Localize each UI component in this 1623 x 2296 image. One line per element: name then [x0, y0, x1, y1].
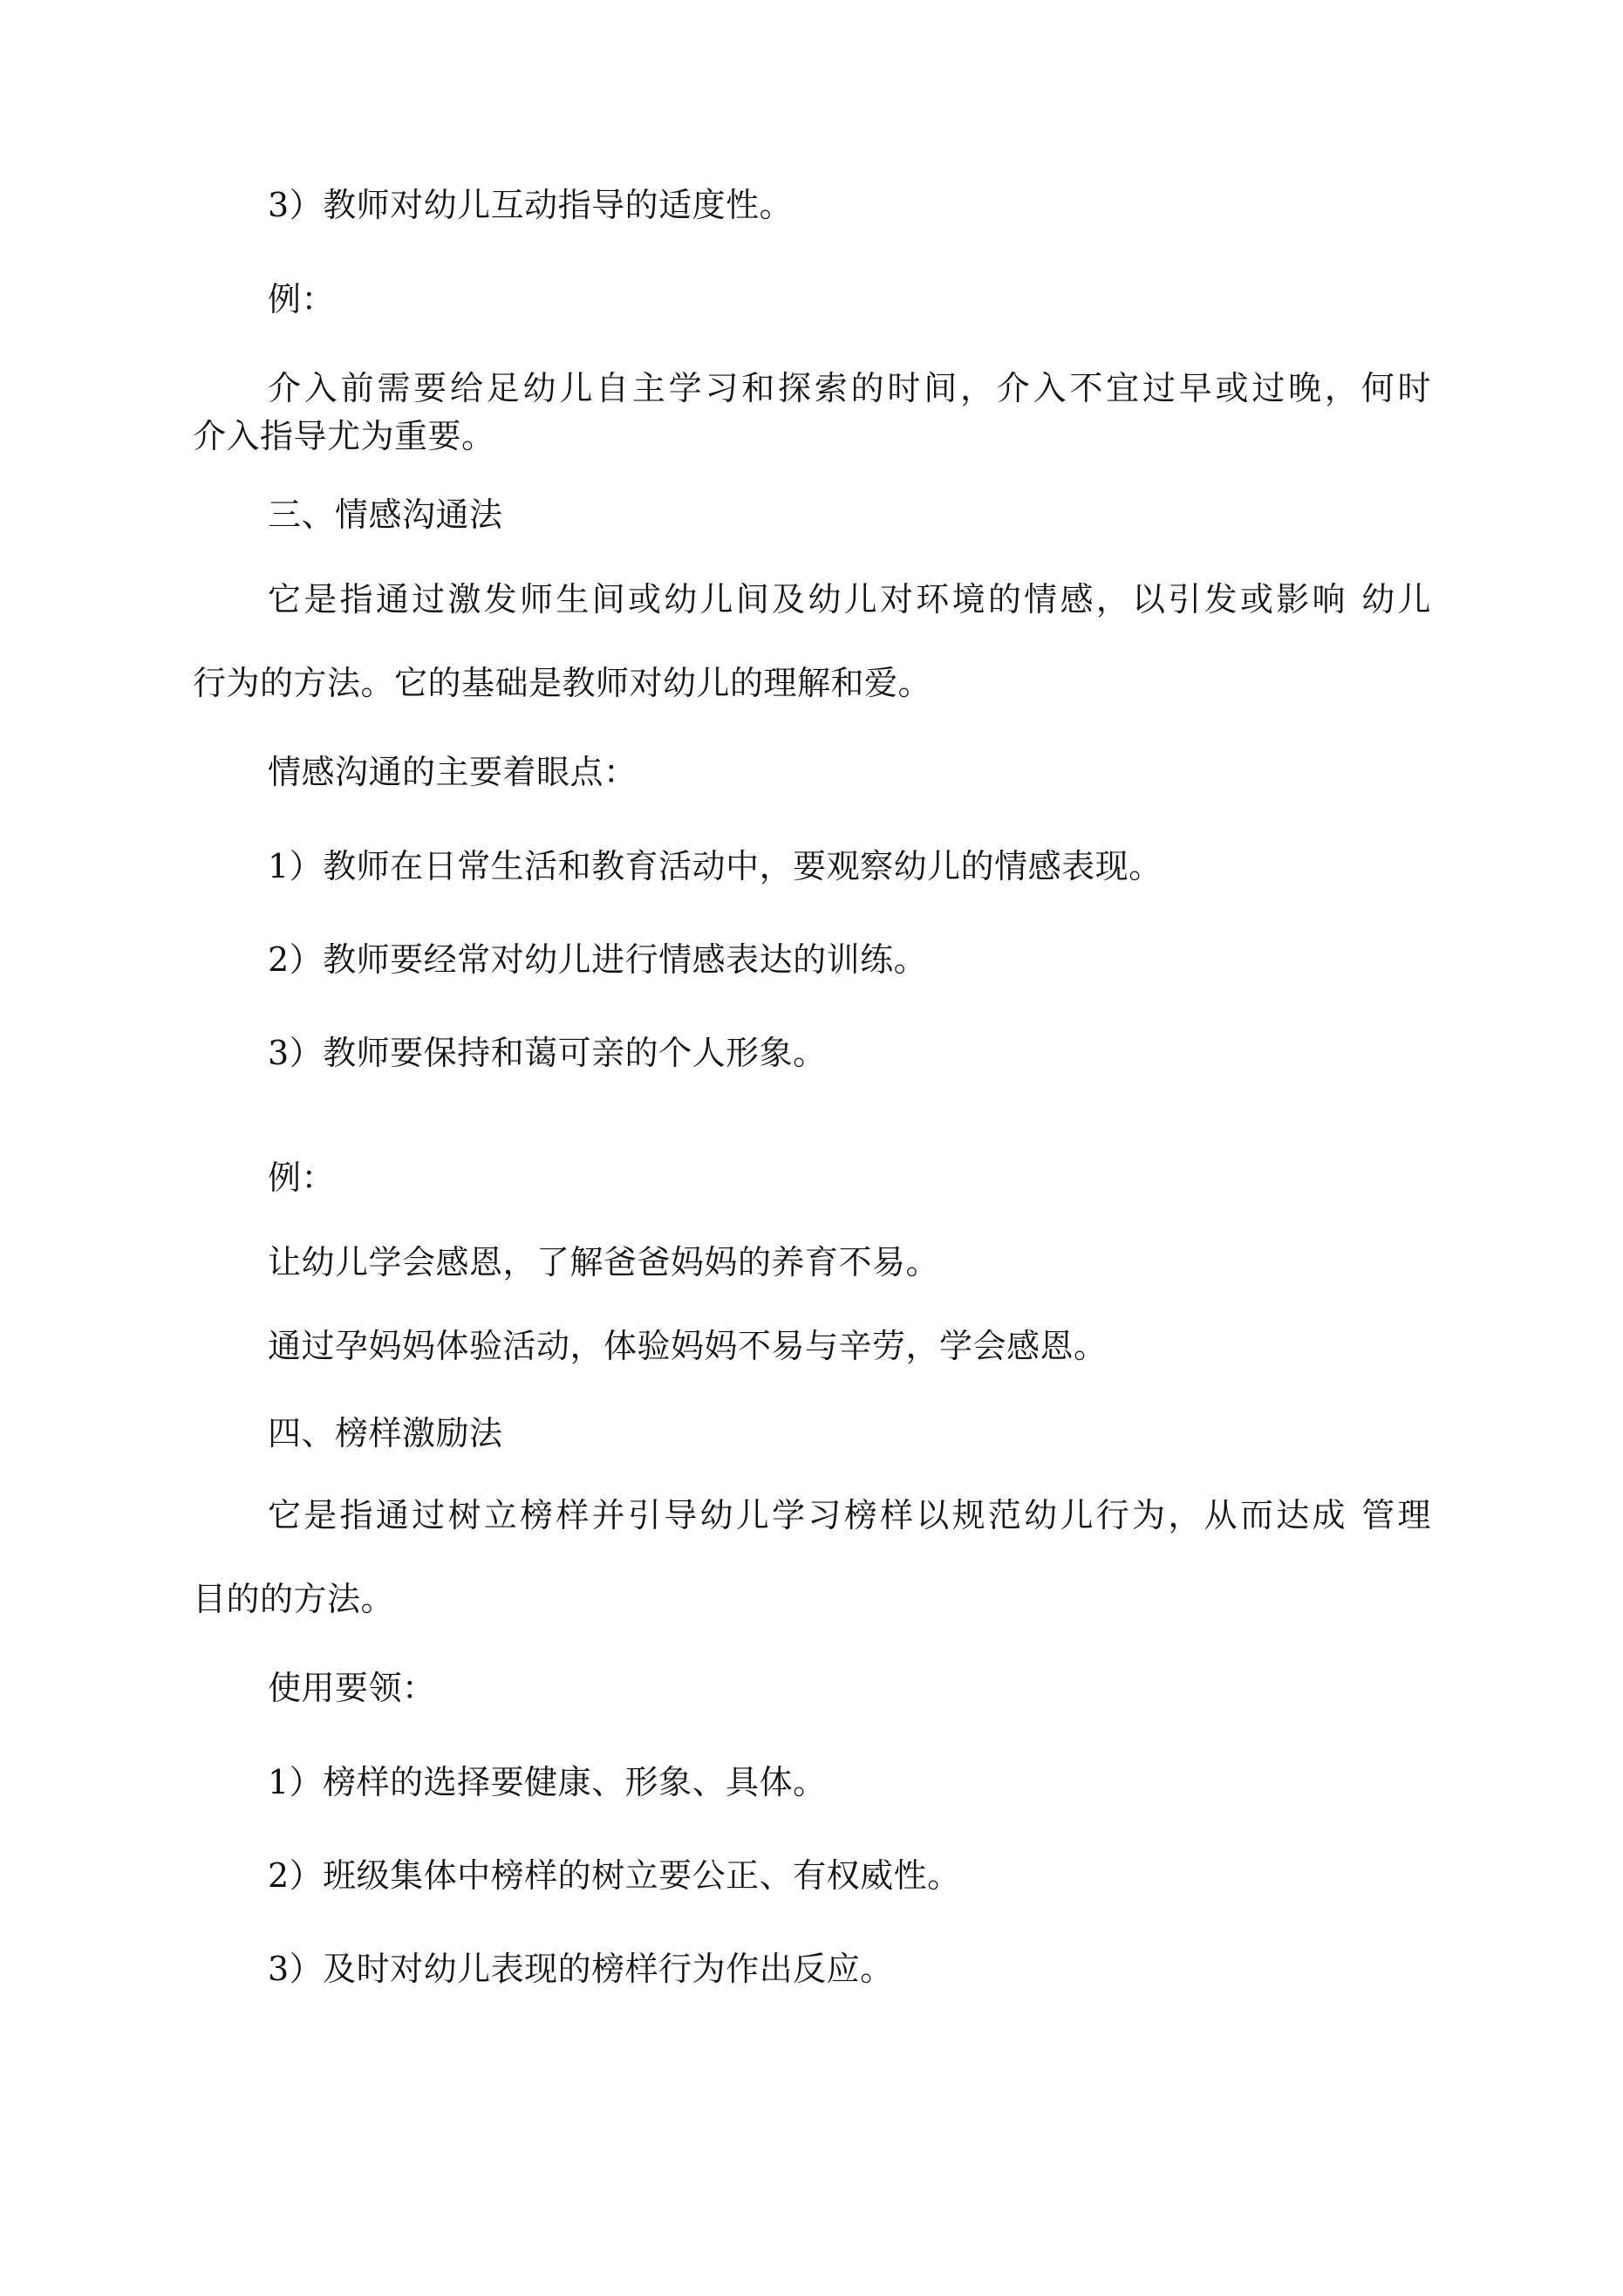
focus-point-3: 3）教师要保持和蔼可亲的个人形象。 — [268, 1034, 827, 1072]
example-text-gratitude: 让幼儿学会感恩，了解爸爸妈妈的养育不易。 — [268, 1243, 940, 1281]
usage-point-3: 3）及时对幼儿表现的榜样行为作出反应。 — [268, 1950, 894, 1988]
section-heading-emotional-communication: 三、情感沟通法 — [268, 495, 503, 534]
item-interaction-guidance: 3）教师对幼儿互动指导的适度性。 — [268, 186, 794, 224]
example-text-activity: 通过孕妈妈体验活动，体验妈妈不易与辛劳，学会感恩。 — [268, 1327, 1108, 1365]
example-text-line-2: 介入指导尤为重要。 — [193, 417, 495, 455]
example-text-line-1: 介入前需要给足幼儿自主学习和探索的时间，介入不宜过早或过晚，何时 — [268, 369, 1431, 407]
example-label: 例： — [268, 280, 336, 318]
focus-points-label: 情感沟通的主要着眼点： — [268, 753, 638, 791]
definition-line-1: 它是指通过激发师生间或幼儿间及幼儿对环境的情感，以引发或影响 幼儿 — [268, 580, 1431, 618]
section-heading-role-model: 四、榜样激励法 — [268, 1414, 503, 1452]
usage-point-2: 2）班级集体中榜样的树立要公正、有权威性。 — [268, 1856, 961, 1895]
usage-points-label: 使用要领： — [268, 1669, 436, 1707]
role-model-definition-line-2: 目的的方法。 — [193, 1580, 395, 1618]
focus-point-1: 1）教师在日常生活和教育活动中，要观察幼儿的情感表现。 — [268, 847, 1163, 885]
focus-point-2: 2）教师要经常对幼儿进行情感表达的训练。 — [268, 940, 928, 979]
example-label-2: 例： — [268, 1158, 336, 1197]
definition-line-2: 行为的方法。它的基础是教师对幼儿的理解和爱。 — [193, 664, 932, 702]
role-model-definition-line-1: 它是指通过树立榜样并引导幼儿学习榜样以规范幼儿行为，从而达成 管理 — [268, 1496, 1431, 1534]
usage-point-1: 1）榜样的选择要健康、形象、具体。 — [268, 1763, 827, 1801]
